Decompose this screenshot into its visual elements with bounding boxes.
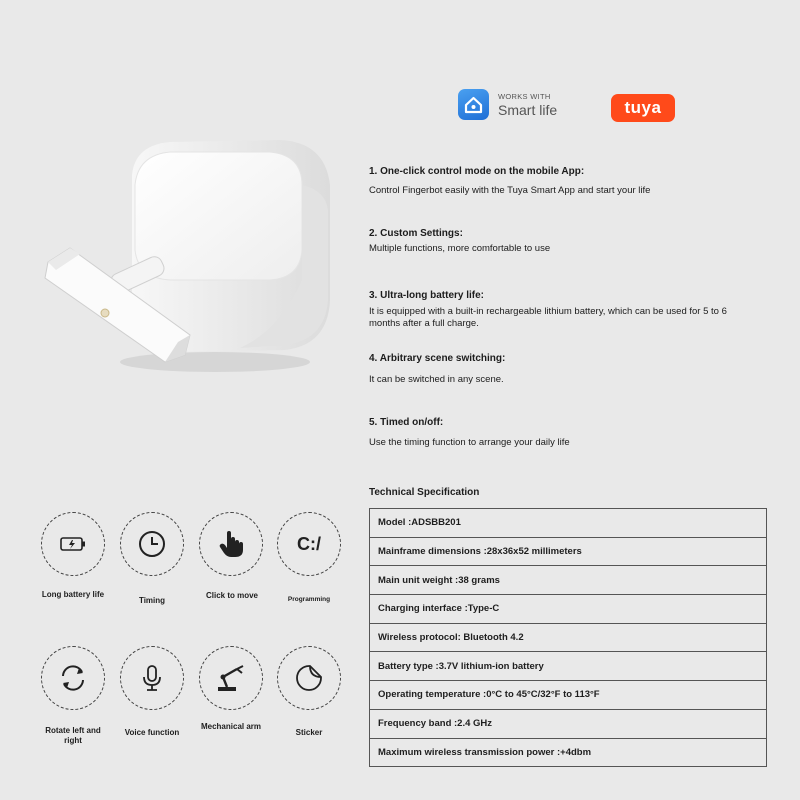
sticker-icon-label: Sticker	[295, 728, 323, 737]
programming-glyph: C:/	[297, 533, 321, 554]
feature-3-title: 3. Ultra-long battery life:	[369, 290, 485, 301]
microphone-icon	[120, 646, 184, 710]
microphone-icon-label: Voice function	[124, 728, 180, 737]
spec-row-temperature: Operating temperature :0°C to 45°C/32°F to 113°F	[369, 681, 767, 710]
spec-heading: Technical Specification	[369, 487, 480, 498]
battery-icon	[41, 512, 105, 576]
programming-icon	[277, 512, 341, 576]
clock-icon	[120, 512, 184, 576]
spec-row-frequency: Frequency band :2.4 GHz	[369, 710, 767, 739]
feature-2-body: Multiple functions, more comfortable to use	[369, 243, 551, 254]
spec-row-battery: Battery type :3.7V lithium-ion battery	[369, 652, 767, 681]
feature-5-title: 5. Timed on/off:	[369, 417, 444, 428]
tuya-logo	[611, 94, 675, 122]
robot-arm-icon-label: Mechanical arm	[200, 722, 262, 731]
rotate-icon	[41, 646, 105, 710]
battery-icon-label: Long battery life	[41, 590, 105, 599]
spec-row-wireless: Wireless protocol: Bluetooth 4.2	[369, 624, 767, 653]
rotate-icon-label: Rotate left and right	[45, 726, 101, 745]
sticker-icon	[277, 646, 341, 710]
spec-table	[369, 508, 767, 767]
programming-icon-label: Programming	[287, 596, 331, 603]
feature-3-body: It is equipped with a built-in rechargeable lithium battery, which can be used for 5 to 6 months after a full charge.	[369, 306, 727, 329]
spec-row-weight: Main unit weight :38 grams	[369, 566, 767, 595]
spec-row-model: Model :ADSBB201	[369, 509, 767, 538]
feature-2-title: 2. Custom Settings:	[369, 228, 463, 239]
smart-home-icon	[458, 89, 489, 120]
feature-4-title: 4. Arbitrary scene switching:	[369, 353, 506, 364]
feature-4-body: It can be switched in any scene.	[369, 374, 504, 385]
feature-5-body: Use the timing function to arrange your daily life	[369, 437, 570, 448]
spec-row-charging: Charging interface :Type-C	[369, 595, 767, 624]
spec-row-power: Maximum wireless transmission power :+4dbm	[369, 739, 767, 768]
works-with-text: WORKS WITH	[498, 92, 551, 101]
hand-pointer-icon	[199, 512, 263, 576]
robot-arm-icon	[199, 646, 263, 710]
tuya-logo-text: tuya	[624, 98, 662, 117]
hand-pointer-icon-label: Click to move	[205, 591, 258, 600]
smart-life-text: Smart life	[498, 102, 558, 118]
smart-life-logo	[458, 89, 558, 123]
feature-1-body: Control Fingerbot easily with the Tuya Smart App and start your life	[369, 185, 651, 196]
feature-1-title: 1. One-click control mode on the mobile App:	[369, 166, 585, 177]
spec-row-dimensions: Mainframe dimensions :28x36x52 millimeters	[369, 538, 767, 567]
fingerbot-product-image	[40, 130, 340, 380]
clock-icon-label: Timing	[138, 596, 166, 605]
